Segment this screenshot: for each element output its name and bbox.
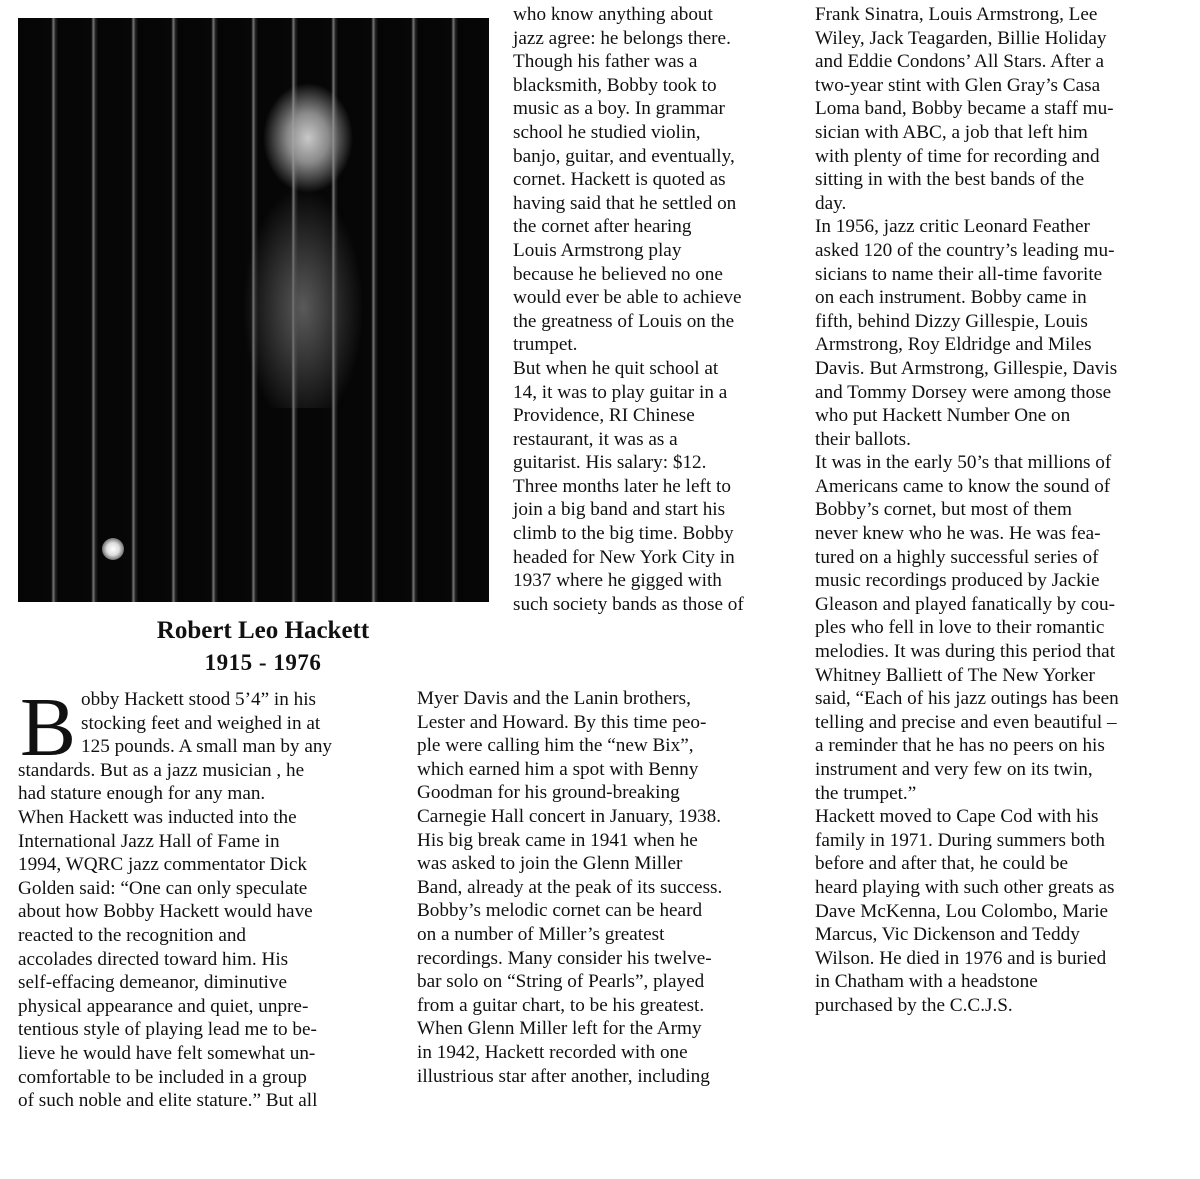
text-line: two-year stint with Glen Gray’s Casa [815,74,1101,96]
text-line: Carnegie Hall concert in January, 1938. [417,805,722,827]
text-line: family in 1971. During summers both [815,829,1105,851]
text-line: When Glenn Miller left for the Army [417,1018,702,1040]
text-line: Band, already at the peak of its success. [417,876,723,898]
article-title-name: Robert Leo Hackett [156,617,370,644]
text-line: in Chatham with a headstone [815,971,1038,993]
text-line: Bobby’s cornet, but most of them [815,499,1072,521]
text-line: Frank Sinatra, Louis Armstrong, Lee [815,4,1098,25]
text-line: accolades directed toward him. His [18,948,289,970]
text-line: such society bands as those of [513,593,744,615]
text-line: sicians to name their all-time favorite [815,263,1103,285]
text-line: 1937 where he gigged with [513,570,722,592]
text-line: headed for New York City in [513,546,735,568]
text-line: tured on a highly successful series of [815,546,1099,568]
text-line: physical appearance and quiet, unpre- [18,995,309,1017]
text-line: purchased by the C.C.J.S. [815,994,1013,1016]
text-line: of such noble and elite stature.” But all [18,1090,318,1112]
text-line: Wiley, Jack Teagarden, Billie Holiday [815,27,1107,49]
text-line: restaurant, it was as a [513,428,678,450]
text-line: When Hackett was inducted into the [18,806,297,828]
text-line: join a big band and start his [513,499,726,521]
text-line: Golden said: “One can only speculate [18,877,308,899]
text-line: stocking feet and weighed in at [81,712,321,734]
text-line: obby Hackett stood 5’4” in his [81,689,317,710]
text-line: telling and precise and even beautiful – [815,711,1117,733]
text-line: Gleason and played fanatically by cou- [815,593,1115,615]
text-line: 14, it was to play guitar in a [513,381,728,403]
text-line: International Jazz Hall of Fame in [18,830,280,852]
text-line: school he studied violin, [513,121,701,143]
text-line: recordings. Many consider his twelve- [417,947,712,969]
text-line: Lester and Howard. By this time peo- [417,711,707,733]
text-line: tentious style of playing lead me to be- [18,1019,317,1041]
text-line: the trumpet.” [815,782,917,804]
text-line: melodies. It was during this period that [815,641,1116,663]
article-title-years: 1915 - 1976 [204,650,322,675]
text-line: reacted to the recognition and [18,924,247,946]
text-line: Hackett moved to Cape Cod with his [815,806,1099,828]
photo-scan-lines [18,18,489,602]
text-line: banjo, guitar, and eventually, [513,145,735,167]
text-line: cornet. Hackett is quoted as [513,169,726,191]
text-line: day. [815,192,847,214]
text-line: with plenty of time for recording and [815,145,1100,167]
text-line: guitarist. His salary: $12. [513,452,707,474]
text-line: the greatness of Louis on the [513,310,735,332]
text-line: which earned him a spot with Benny [417,758,699,780]
text-line: Loma band, Bobby became a staff mu- [815,98,1114,120]
text-line: It was in the early 50’s that millions of [815,452,1112,474]
text-line: standards. But as a jazz musician , he [18,759,305,781]
text-line: Goodman for his ground-breaking [417,782,680,804]
text-line: was asked to join the Glenn Miller [417,853,683,875]
text-line: in 1942, Hackett recorded with one [417,1041,688,1063]
text-line: ples who fell in love to their romantic [815,617,1105,639]
text-line: who know anything about [513,4,713,25]
text-line: having said that he settled on [513,192,737,214]
text-line: But when he quit school at [513,357,719,379]
text-line: because he believed no one [513,263,723,285]
text-line: and Eddie Condons’ All Stars. After a [815,51,1105,73]
text-line: fifth, behind Dizzy Gillespie, Louis [815,310,1088,332]
text-line: never knew who he was. He was fea- [815,523,1101,545]
text-line: said, “Each of his jazz outings has been [815,688,1119,710]
text-line: blacksmith, Bobby took to [513,74,717,96]
text-line: on each instrument. Bobby came in [815,287,1087,309]
text-line: illustrious star after another, including [417,1065,710,1087]
text-line: Though his father was a [513,51,698,73]
text-line: about how Bobby Hackett would have [18,901,313,923]
text-line: sitting in with the best bands of the [815,169,1085,191]
text-line: Davis. But Armstrong, Gillespie, Davis [815,357,1118,379]
text-line: jazz agree: he belongs there. [513,27,731,49]
text-line: had stature enough for any man. [18,783,266,805]
text-line: Three months later he left to [513,475,731,497]
text-line: Dave McKenna, Lou Colombo, Marie [815,900,1109,922]
text-line: His big break came in 1941 when he [417,829,698,851]
text-line: on a number of Miller’s greatest [417,923,665,945]
text-line: would ever be able to achieve [513,287,742,309]
text-line: who put Hackett Number One on [815,405,1071,427]
text-line: their ballots. [815,428,911,450]
text-line: Bobby’s melodic cornet can be heard [417,900,703,922]
text-line: music recordings produced by Jackie [815,570,1100,592]
column-3 [815,3,1119,1018]
text-line: from a guitar chart, to be his greatest. [417,994,705,1016]
column-2-top [513,3,744,616]
portrait-photo [18,18,489,602]
text-line: bar solo on “String of Pearls”, played [417,971,705,993]
column-1 [18,681,333,1113]
text-line: Myer Davis and the Lanin brothers, [417,688,691,709]
text-line: lieve he would have felt somewhat un- [18,1042,316,1064]
text-line: the cornet after hearing [513,216,692,238]
text-line: Louis Armstrong play [513,239,682,261]
text-line: climb to the big time. Bobby [513,523,734,545]
text-line: Wilson. He died in 1976 and is buried [815,947,1107,969]
text-line: 125 pounds. A small man by any [81,736,333,758]
text-line: self-effacing demeanor, diminutive [18,972,287,994]
text-line: Marcus, Vic Dickenson and Teddy [815,924,1080,946]
text-line: ple were calling him the “new Bix”, [417,735,694,757]
text-line: and Tommy Dorsey were among those [815,381,1112,403]
text-line: Armstrong, Roy Eldridge and Miles [815,334,1092,356]
text-line: Providence, RI Chinese [513,405,695,427]
text-line: music as a boy. In grammar [513,98,725,120]
column-2-bottom [417,687,722,1088]
text-line: In 1956, jazz critic Leonard Feather [815,216,1090,238]
text-line: before and after that, he could be [815,853,1069,875]
text-line: comfortable to be included in a group [18,1066,307,1088]
text-line: a reminder that he has no peers on his [815,735,1105,757]
text-line: instrument and very few on its twin, [815,759,1093,780]
text-line: sician with ABC, a job that left him [815,121,1088,143]
text-line: Whitney Balliett of The New Yorker [815,664,1095,686]
text-line: trumpet. [513,334,578,356]
text-line: asked 120 of the country’s leading mu- [815,239,1115,261]
text-line: Americans came to know the sound of [815,475,1111,497]
text-line: 1994, WQRC jazz commentator Dick [18,854,307,876]
text-line: heard playing with such other greats as [815,876,1115,898]
drop-cap: B [20,681,77,774]
